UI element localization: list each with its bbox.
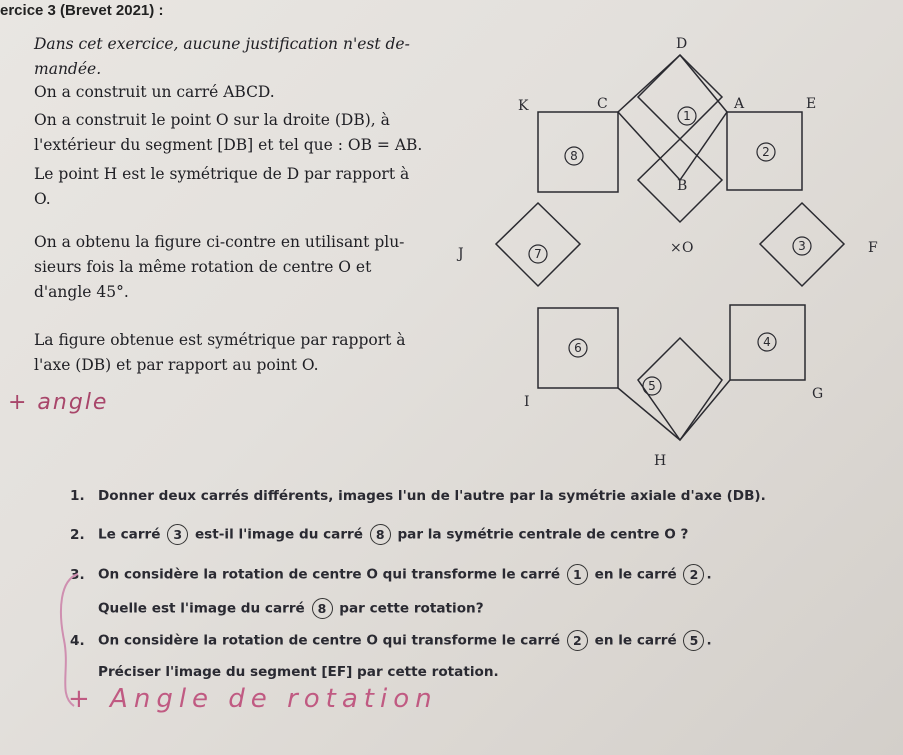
circled-number: 8 — [370, 524, 391, 545]
square-number-2: 2 — [762, 145, 770, 159]
rotation-line-2: sieurs fois la même rotation de centre O et — [34, 258, 372, 276]
question-3 — [70, 564, 712, 585]
circled-number: 2 — [567, 630, 588, 651]
point-o-line-2: l'extérieur du segment [DB] et tel que : OB = AB. — [34, 136, 423, 154]
circled-number: 8 — [312, 598, 333, 619]
question-2-number: 2. — [70, 526, 85, 543]
label-e: E — [806, 96, 817, 112]
exercise-title: ercice 3 (Brevet 2021) : — [0, 2, 164, 19]
square-number-6: 6 — [574, 341, 582, 355]
circled-number: 2 — [683, 564, 704, 585]
question-1-number: 1. — [70, 488, 85, 504]
question-3-text-b: en le carré — [594, 566, 677, 583]
question-1-text: Donner deux carrés différents, images l'un de l'autre par la symétrie axiale d'axe (DB). — [98, 488, 766, 504]
rotation-statement — [34, 230, 444, 305]
question-4-text-a: On considère la rotation de centre O qui transforme le carré — [98, 632, 561, 649]
rotation-line-1: On a obtenu la figure ci-contre en utilisant plu- — [34, 233, 405, 251]
symmetry-line-2: l'axe (DB) et par rapport au point O. — [34, 356, 319, 374]
point-h-line-1: Le point H est le symétrique de D par rapport à — [34, 165, 410, 183]
question-4-number: 4. — [70, 632, 85, 649]
square-number-8: 8 — [570, 149, 578, 163]
geometry-figure — [440, 20, 880, 480]
label-g: G — [812, 386, 824, 402]
segment-gh — [680, 380, 730, 440]
question-4-text-c: . — [706, 632, 712, 649]
label-d: D — [676, 36, 688, 52]
square-number-4: 4 — [763, 335, 771, 349]
question-2-text-b: est-il l'image du carré — [194, 526, 363, 543]
square-line: On a construit un carré ABCD. — [34, 83, 275, 101]
question-4-text-b: en le carré — [594, 632, 677, 649]
question-3-sub — [98, 598, 484, 619]
square-number-1: 1 — [683, 109, 691, 123]
question-3-number: 3. — [70, 566, 85, 583]
label-h: H — [654, 453, 667, 469]
question-2-text-a: Le carré — [98, 526, 161, 543]
label-i: I — [524, 394, 530, 410]
label-b: B — [677, 178, 688, 194]
point-o-statement — [34, 108, 444, 158]
point-o-line-1: On a construit le point O sur la droite (DB), à — [34, 111, 390, 129]
segment-cd — [618, 55, 680, 112]
question-4-sub — [98, 664, 499, 680]
handwritten-note-rotation: + Angle de rotation — [68, 684, 438, 714]
point-h-statement — [34, 162, 444, 212]
question-1 — [70, 488, 766, 504]
question-3-text-a: On considère la rotation de centre O qui transforme le carré — [98, 566, 561, 583]
segment-da — [680, 55, 727, 112]
point-h-line-2: O. — [34, 190, 51, 208]
square-8 — [538, 112, 618, 192]
square-abcd — [638, 55, 722, 139]
question-3-text-c: . — [706, 566, 712, 583]
handwritten-note-angle: + angle — [8, 390, 109, 415]
label-o: O — [682, 240, 694, 256]
label-a: A — [734, 96, 745, 112]
square-number-3: 3 — [798, 239, 806, 253]
question-4-sub-text: Préciser l'image du segment [EF] par cette rotation. — [98, 664, 499, 680]
intro-line-1: Dans cet exercice, aucune justification n'est de- — [34, 35, 410, 53]
intro-paragraph — [34, 32, 444, 82]
label-f: F — [868, 240, 878, 256]
circled-number: 1 — [567, 564, 588, 585]
question-4 — [70, 630, 712, 651]
label-k: K — [518, 98, 529, 114]
rotation-line-3: d'angle 45°. — [34, 283, 129, 301]
question-2-text-c: par la symétrie centrale de centre O ? — [397, 526, 689, 543]
square-number-7: 7 — [534, 247, 542, 261]
question-3-sub-text-b: par cette rotation? — [339, 600, 484, 617]
question-2 — [70, 524, 688, 545]
intro-line-2: mandée. — [34, 60, 102, 78]
symmetry-line-1: La figure obtenue est symétrique par rapport à — [34, 331, 406, 349]
center-cross: × — [670, 240, 682, 256]
square-number-5: 5 — [648, 379, 656, 393]
square-statement — [34, 80, 444, 105]
circled-number: 3 — [167, 524, 188, 545]
question-3-sub-text-a: Quelle est l'image du carré — [98, 600, 305, 617]
label-c: C — [597, 96, 608, 112]
label-j: J — [458, 246, 464, 262]
symmetry-statement — [34, 328, 444, 378]
circled-number: 5 — [683, 630, 704, 651]
